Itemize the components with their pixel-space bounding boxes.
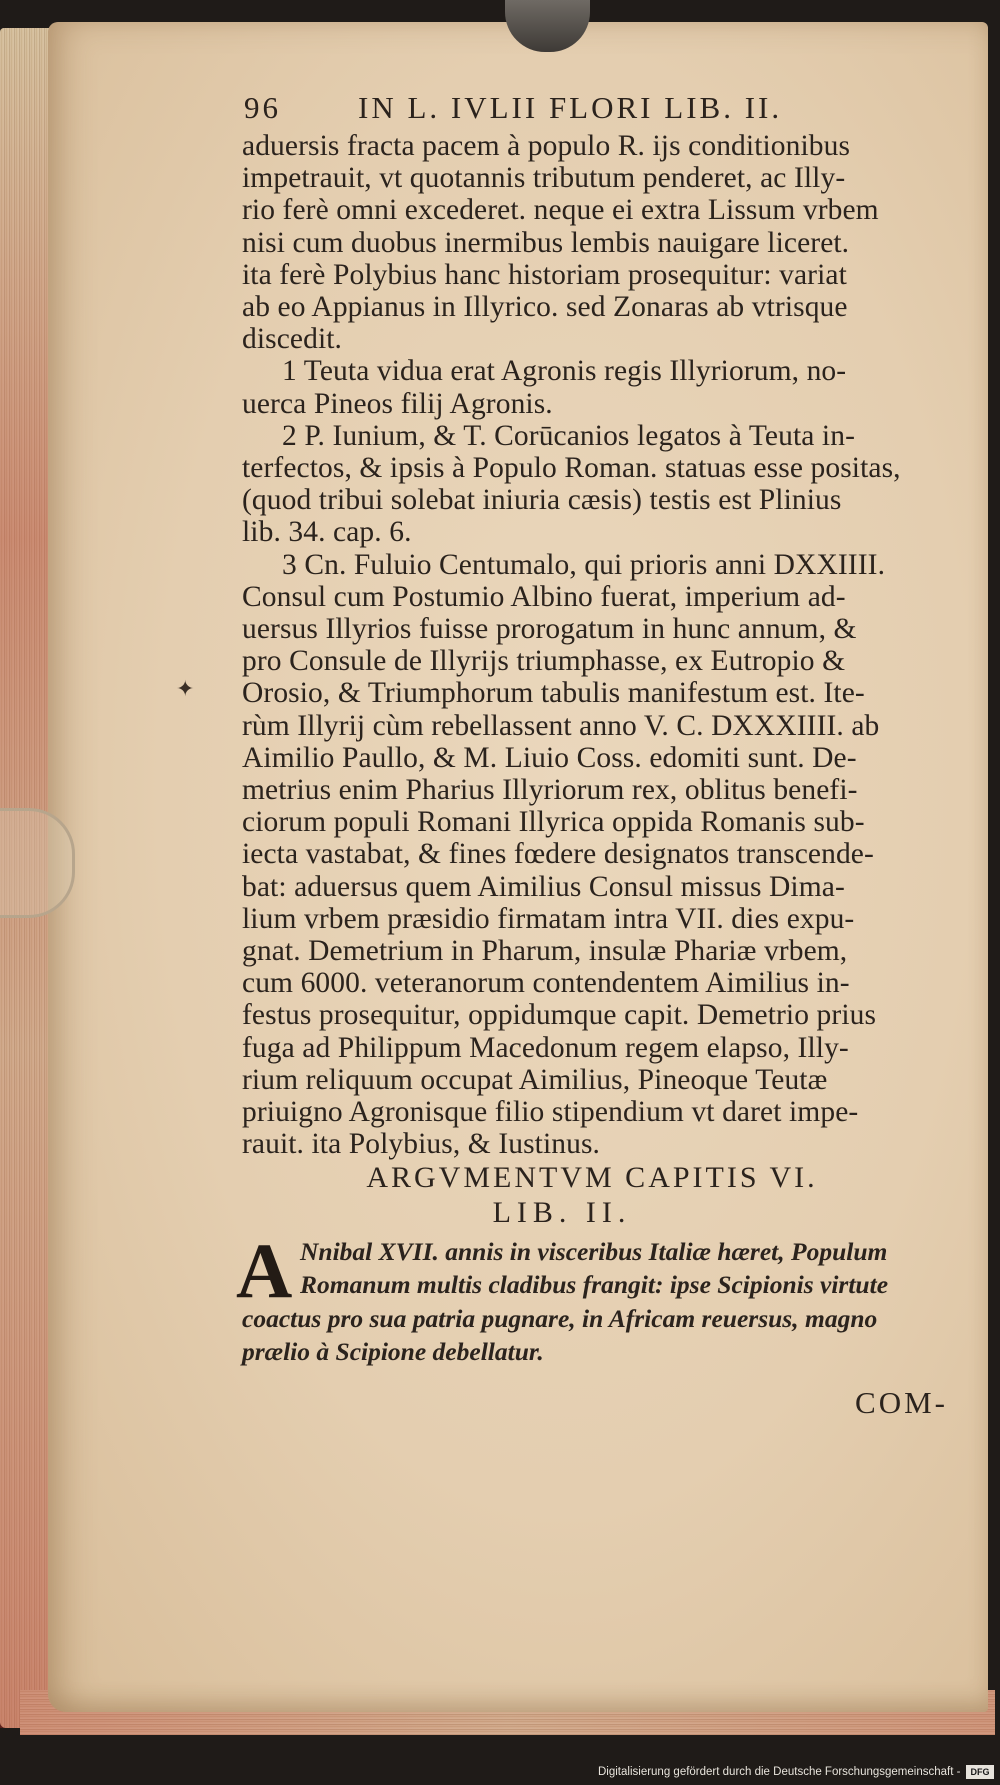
note-line: uersus Illyrios fuisse prorogatum in hunc annum, & — [242, 613, 857, 646]
note-line: bat: aduersus quem Aimilius Consul missus Dima- — [242, 870, 845, 903]
note-line: lib. 34. cap. 6. — [242, 516, 412, 549]
note-line: pro Consule de Illyrijs triumphasse, ex Eutropio & — [242, 645, 846, 678]
text-line: rio ferè omni excederet. neque ei extra Lissum vrbem — [242, 194, 879, 227]
note-line: 3 Cn. Fuluio Centumalo, qui prioris anni DXXIIII. — [282, 548, 886, 581]
note-line: priuigno Agronisque filio stipendium vt daret impe- — [242, 1096, 859, 1129]
note-line: Aimilio Paullo, & M. Liuio Coss. edomiti sunt. De- — [242, 741, 857, 774]
digitization-credit: Digitalisierung gefördert durch die Deutsche Forschungsgemeinschaft - — [598, 1766, 961, 1778]
note-line: festus prosequitur, oppidumque capit. Demetrio prius — [242, 999, 877, 1032]
main-paragraph — [242, 130, 958, 355]
text-line: ita ferè Polybius hanc historiam prosequitur: variat — [242, 258, 847, 291]
argument-subheading: LIB. II. — [492, 1195, 632, 1229]
argument-line: prælio à Scipione debellatur. — [242, 1337, 544, 1366]
note-line: metrius enim Pharius Illyriorum rex, oblitus benefi- — [242, 774, 858, 807]
note-line: rium reliquum occupat Aimilius, Pineoque Teutæ — [242, 1063, 828, 1096]
chapter-argument — [236, 1226, 958, 1369]
note-line: fuga ad Philippum Macedonum regem elapso, Illy- — [242, 1031, 849, 1064]
drop-cap-initial: A — [236, 1226, 293, 1314]
page-text — [236, 90, 958, 1421]
note-line: terfectos, & ipsis à Populo Roman. statuas esse positas, — [242, 452, 901, 485]
note-line: uerca Pineos filij Agronis. — [242, 387, 553, 420]
note-3 — [242, 549, 958, 1161]
catchword: COM- — [855, 1384, 948, 1420]
dfg-logo: DFG — [966, 1765, 994, 1779]
book-clamp-left — [0, 808, 75, 918]
running-head — [242, 90, 958, 130]
note-line: Orosio, & Triumphorum tabulis manifestum est. Ite- — [242, 677, 865, 710]
note-line: rùm Illyrij cùm rebellassent anno V. C. DXXXIIII. ab — [242, 709, 880, 742]
page-number: 96 — [244, 90, 281, 125]
note-2 — [242, 420, 958, 549]
text-line: aduersis fracta pacem à populo R. ijs conditionibus — [242, 130, 851, 162]
text-line: discedit. — [242, 323, 343, 356]
note-line: rauit. ita Polybius, & Iustinus. — [242, 1128, 601, 1161]
note-line: 1 Teuta vidua erat Agronis regis Illyriorum, no- — [282, 355, 847, 388]
argument-line: Romanum multis cladibus frangit: ipse Scipionis virtute — [300, 1270, 889, 1299]
argument-line: coactus pro sua patria pugnare, in Africam reuersus, magno — [242, 1303, 878, 1333]
ink-mark: ✦ — [176, 676, 195, 701]
argument-line: Nnibal XVII. annis in visceribus Italiæ hæret, Populum — [300, 1236, 888, 1266]
note-line: gnat. Demetrium in Pharum, insulæ Phariæ vrbem, — [242, 935, 848, 968]
note-line: Consul cum Postumio Albino fuerat, imperium ad- — [242, 580, 846, 613]
text-line: impetrauit, vt quotannis tributum penderet, ac Illy- — [242, 162, 846, 195]
note-line: cum 6000. veteranorum contendentem Aimilius in- — [242, 967, 850, 1000]
text-line: nisi cum duobus inermibus lembis nauigare liceret. — [242, 226, 850, 259]
argument-heading: ARGVMENTVM CAPITIS VI. — [366, 1160, 818, 1194]
text-line: ab eo Appianus in Illyrico. sed Zonaras ab vtrisque — [242, 291, 848, 324]
note-line: 2 P. Iunium, & T. Corūcanios legatos à Teuta in- — [282, 419, 855, 452]
note-1 — [242, 355, 958, 419]
note-line: ciorum populi Romani Illyrica oppida Romanis sub- — [242, 806, 865, 839]
note-line: lium vrbem præsidio firmatam intra VII. dies expu- — [242, 902, 855, 935]
running-title: IN L. IVLII FLORI LIB. II. — [358, 90, 783, 125]
note-line: iecta vastabat, & fines fœdere designatos transcende- — [242, 838, 874, 871]
note-line: (quod tribui solebat iniuria cæsis) testis est Plinius — [242, 484, 842, 517]
